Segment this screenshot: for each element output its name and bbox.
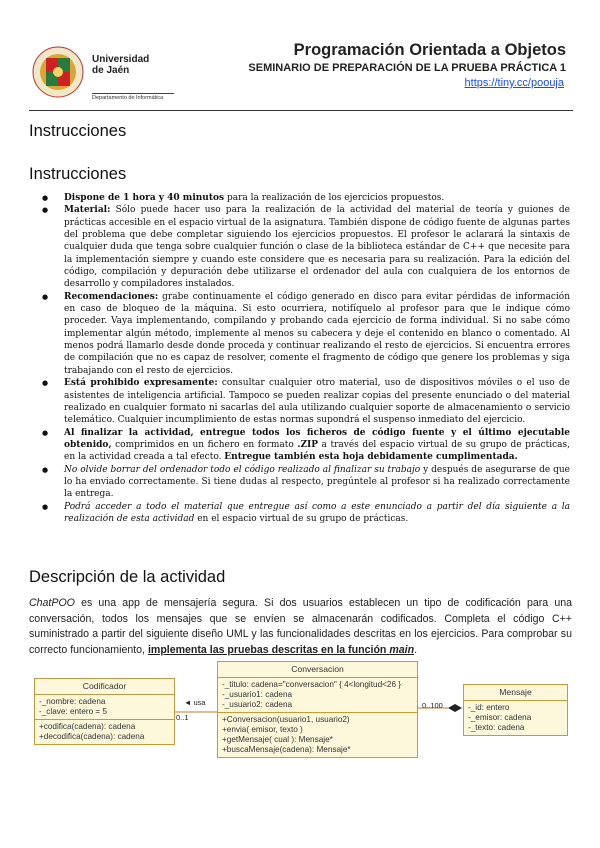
method: +getMensaje( cual ): Mensaje* <box>222 735 333 744</box>
attribute: -_usuario2: cadena <box>222 700 293 709</box>
attribute: -_titulo: cadena="conversacion" { 4<longitud<26 } <box>222 680 402 689</box>
multiplicity-mensajes: 0..100 <box>422 701 443 710</box>
class-name: Conversacion <box>218 662 417 678</box>
attribute: -_texto: cadena <box>468 723 525 732</box>
university-name: Universidad de Jaén <box>92 54 150 76</box>
italic-text: No olvide borrar del ordenador todo el código realizado al finalizar su trabajo <box>64 464 421 475</box>
instructions-list <box>38 192 570 525</box>
class-attributes <box>35 695 174 720</box>
attribute: -_id: entero <box>468 703 510 712</box>
description-paragraph <box>29 596 572 658</box>
bold-text: Material: <box>64 205 111 216</box>
bold-text: Entregue también esta hoja debidamente cumplimentada. <box>224 452 518 463</box>
item-text: comprimidos en un fichero en formato <box>111 439 298 450</box>
association-label: ◄ usa <box>184 698 206 707</box>
list-item <box>38 464 570 501</box>
description-emphasis <box>148 644 414 656</box>
bold-text: Recomendaciones: <box>64 291 159 302</box>
attribute: -_usuario1: cadena <box>222 690 293 699</box>
course-title: Programación Orientada a Objetos <box>293 41 566 59</box>
method: +buscaMensaje(cadena): Mensaje* <box>222 745 351 754</box>
item-text: a través del espacio virtual de su grupo de prácticas, en la actividad creada a tal efecto. <box>64 439 570 463</box>
uml-class-mensaje <box>463 684 568 736</box>
emphasis-text: implementa las pruebas descritas en la función <box>147 643 390 656</box>
item-text: consultar cualquier otro material, uso de dispositivos móviles o el uso de asistentes de inteligencia artificial. Tampoco se pueden realizar copias del presente enunciado o del material realizado en cualquier formato ni sacarlas del aula utilizando cualquier soporte de almacenamiento o servicio telemático. Cualquier incumplimiento de estas normas supondrá el suspenso inmediato del ejercicio. <box>64 378 570 426</box>
method: +decodifica(cadena): cadena <box>39 732 145 741</box>
uml-class-codificador <box>34 678 175 745</box>
multiplicity-usa: 0..1 <box>176 713 189 722</box>
item-text: para la realización de los ejercicios propuestos. <box>224 193 445 203</box>
divider <box>92 93 174 94</box>
item-text: grabe continuamente el código generado en disco para evitar pérdidas de información en caso de bloqueo de la máquina. Si esto ocurriera, notifíquelo al profesor para que le indique cómo proceder. Vaya implementando, compilando y probando cada ejercicio de forma individual. Si no sabe cómo implementar algún método, implemente al menos su cabecera y deje el contenido en blanco o comentado. Al menos podrá llamarlo desde donde proceda y continuar realizando el resto de ejercicios. Si encuentra errores de compilación que no es capaz de resolver, comente el fragmento de código que genere los problemas y siga trabajando con el resto de ejercicios. <box>64 291 570 376</box>
class-methods <box>35 720 174 744</box>
bold-text: Al finalizar la actividad, entregue todos los ficheros de código fuente y el último ejecutable obtenido, <box>64 427 570 450</box>
description-text: es una app de mensajería segura. Si dos usuarios establecen un tipo de codificación para una conversación, todos los mensajes que se envíen se almacenarán codificados. Completa el código C++ suministrado a partir del siguiente diseño UML y las funcionalidades descritas en los ejercicios. Para comprobar su correcto funcionamiento, <box>29 597 572 656</box>
department-name: Departamento de Informática <box>92 95 164 101</box>
class-attributes <box>464 701 567 735</box>
list-item <box>38 427 570 464</box>
main-function: main <box>389 643 415 656</box>
bold-text: Está prohibido expresamente: <box>64 378 218 389</box>
attribute: -_emisor: cadena <box>468 713 532 722</box>
header-divider <box>29 110 573 111</box>
list-item <box>38 501 570 526</box>
list-item <box>38 377 570 426</box>
app-name: ChatPOO <box>29 597 75 609</box>
item-text: y después de asegurarse de que lo ha enviado correctamente. Si tiene dudas al respecto, pregúntele al profesor si ha realizado correctamente la entrega. <box>64 464 570 500</box>
list-item <box>38 192 570 204</box>
class-attributes <box>218 678 417 713</box>
method: +codifica(cadena): cadena <box>39 722 136 731</box>
list-item <box>38 204 570 290</box>
list-item <box>38 291 570 377</box>
italic-text: Podrá acceder a todo el material que entregue así como a este enunciado a partir del día siguiente a la realización de esta actividad <box>64 501 570 524</box>
section-heading-instrucciones-2: Instrucciones <box>29 165 127 183</box>
class-name: Codificador <box>35 679 174 695</box>
bold-text: Dispone de 1 hora y 40 minutos <box>64 193 225 203</box>
item-text: Sólo puede hacer uso para la realización de la actividad del material de teoría y guiones de prácticas accesible en el espacio virtual de la asignatura. También dispone de código fuente de algunas partes del problema que debe completar siguiendo los ejercicios propuestos. El profesor le aclarará la sintaxis de cualquier duda que tenga sobre cualquier función o clase de la biblioteca estándar de C++ que necesite para la implementación siempre y cuando este considere que es necesaria para su realización. Para la edición del código, compilación y depuración debe utilizarse el ordenador del aula con cualquiera de los entornos de desarrollo y compiladores instalados. <box>64 205 570 290</box>
section-heading-descripcion: Descripción de la actividad <box>29 568 226 586</box>
course-link[interactable]: https://tiny.cc/poouja <box>464 77 564 89</box>
uml-class-conversacion <box>217 661 418 758</box>
seminar-title: SEMINARIO DE PREPARACIÓN DE LA PRUEBA PRÁCTICA 1 <box>248 62 566 74</box>
bold-text: .ZIP <box>297 439 318 450</box>
section-heading-instrucciones: Instrucciones <box>29 122 127 140</box>
description-end: . <box>414 643 418 656</box>
method: +envia( emisor, texto ) <box>222 725 303 734</box>
class-name: Mensaje <box>464 685 567 701</box>
composition-diamond <box>448 704 462 712</box>
method: +Conversacion(usuario1, usuario2) <box>222 715 350 724</box>
attribute: -_nombre: cadena <box>39 697 106 706</box>
class-methods <box>218 713 417 757</box>
attribute: -_clave: entero = 5 <box>39 707 108 716</box>
item-text: en el espacio virtual de su grupo de prácticas. <box>194 513 409 524</box>
